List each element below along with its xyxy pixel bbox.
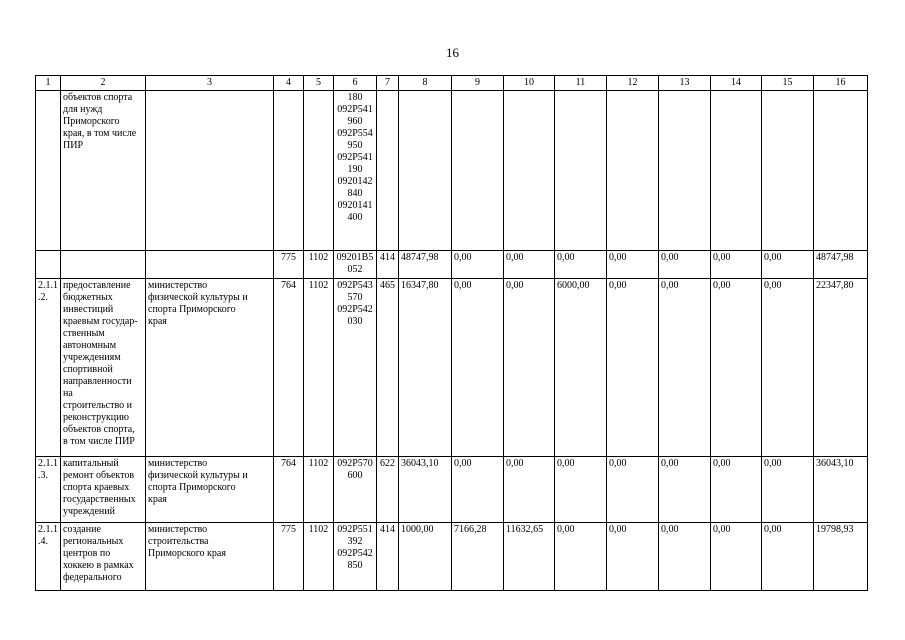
- amount-cell: [452, 91, 504, 251]
- expense-type-cell: 622: [377, 457, 399, 523]
- amount-cell: 0,00: [555, 251, 607, 279]
- section-code-cell: [304, 91, 334, 251]
- amount-cell: 0,00: [607, 251, 659, 279]
- total-cell: 36043,10: [814, 457, 868, 523]
- amount-cell: 0,00: [555, 523, 607, 591]
- amount-cell: 6000,00: [555, 279, 607, 457]
- amount-cell: 0,00: [452, 251, 504, 279]
- amount-cell: [659, 91, 711, 251]
- amount-cell: 0,00: [607, 523, 659, 591]
- header-cell: 11: [555, 76, 607, 91]
- target-code-cell: 09201В5 052: [334, 251, 377, 279]
- expense-type-cell: [377, 91, 399, 251]
- amount-cell: 0,00: [659, 279, 711, 457]
- header-cell: 12: [607, 76, 659, 91]
- amount-cell: 16347,80: [399, 279, 452, 457]
- target-code-cell: 180 092Р541 960 092Р554 950 092Р541 190 0920142 840 0920141 400: [334, 91, 377, 251]
- table-row: [36, 279, 868, 457]
- total-cell: 48747,98: [814, 251, 868, 279]
- header-cell: 14: [711, 76, 762, 91]
- amount-cell: 48747,98: [399, 251, 452, 279]
- amount-cell: [555, 91, 607, 251]
- grbs-cell: 775: [274, 251, 304, 279]
- amount-cell: 0,00: [762, 457, 814, 523]
- header-cell: 4: [274, 76, 304, 91]
- amount-cell: 0,00: [555, 457, 607, 523]
- executor-cell: [146, 91, 274, 251]
- header-cell: 13: [659, 76, 711, 91]
- section-code-cell: 1102: [304, 523, 334, 591]
- header-cell: 8: [399, 76, 452, 91]
- amount-cell: 0,00: [711, 279, 762, 457]
- row-number-cell: 2.1.1 .2.: [36, 279, 61, 457]
- amount-cell: 0,00: [711, 523, 762, 591]
- amount-cell: 0,00: [762, 523, 814, 591]
- amount-cell: 0,00: [607, 457, 659, 523]
- activity-name-cell: капитальный ремонт объектов спорта краевых государственных учреждений: [61, 457, 146, 523]
- header-cell: 15: [762, 76, 814, 91]
- amount-cell: 1000,00: [399, 523, 452, 591]
- amount-cell: [711, 91, 762, 251]
- row-number-cell: 2.1.1 .3.: [36, 457, 61, 523]
- total-cell: 22347,80: [814, 279, 868, 457]
- amount-cell: 0,00: [659, 251, 711, 279]
- amount-cell: 0,00: [504, 279, 555, 457]
- activity-name-cell: предоставление бюджетных инвестиций краевым государ- ственным автономным учреждениям спортивной направленности на строительство и реконструкцию объектов спорта, в том числе ПИР: [61, 279, 146, 457]
- header-cell: 3: [146, 76, 274, 91]
- grbs-cell: 764: [274, 457, 304, 523]
- page-number: 16: [446, 45, 459, 60]
- section-code-cell: 1102: [304, 251, 334, 279]
- amount-cell: 7166,28: [452, 523, 504, 591]
- target-code-cell: 092Р543 570 092Р542 030: [334, 279, 377, 457]
- activity-name-cell: [61, 251, 146, 279]
- header-cell: 6: [334, 76, 377, 91]
- amount-cell: 0,00: [504, 251, 555, 279]
- amount-cell: [399, 91, 452, 251]
- amount-cell: [607, 91, 659, 251]
- section-code-cell: 1102: [304, 279, 334, 457]
- amount-cell: 0,00: [659, 523, 711, 591]
- table-header-row: [36, 76, 868, 91]
- expense-type-cell: 414: [377, 523, 399, 591]
- amount-cell: 0,00: [762, 251, 814, 279]
- header-cell: 9: [452, 76, 504, 91]
- header-cell: 1: [36, 76, 61, 91]
- amount-cell: 0,00: [607, 279, 659, 457]
- amount-cell: 0,00: [762, 279, 814, 457]
- row-number-cell: [36, 91, 61, 251]
- header-cell: 16: [814, 76, 868, 91]
- total-cell: 19798,93: [814, 523, 868, 591]
- executor-cell: [146, 251, 274, 279]
- amount-cell: 11632,65: [504, 523, 555, 591]
- executor-cell: министерство физической культуры и спорта Приморского края: [146, 457, 274, 523]
- grbs-cell: 764: [274, 279, 304, 457]
- budget-table: [35, 75, 868, 591]
- header-cell: 5: [304, 76, 334, 91]
- table-row: [36, 91, 868, 251]
- table-row: [36, 251, 868, 279]
- amount-cell: 0,00: [452, 457, 504, 523]
- amount-cell: 0,00: [711, 251, 762, 279]
- amount-cell: [762, 91, 814, 251]
- activity-name-cell: объектов спорта для нужд Приморского края, в том числе ПИР: [61, 91, 146, 251]
- grbs-cell: 775: [274, 523, 304, 591]
- expense-type-cell: 414: [377, 251, 399, 279]
- executor-cell: министерство строительства Приморского края: [146, 523, 274, 591]
- amount-cell: [504, 91, 555, 251]
- table-row: [36, 457, 868, 523]
- executor-cell: министерство физической культуры и спорта Приморского края: [146, 279, 274, 457]
- amount-cell: 0,00: [452, 279, 504, 457]
- activity-name-cell: создание региональных центров по хоккею в рамках федерального: [61, 523, 146, 591]
- amount-cell: 0,00: [711, 457, 762, 523]
- row-number-cell: [36, 251, 61, 279]
- row-number-cell: 2.1.1 .4.: [36, 523, 61, 591]
- expense-type-cell: 465: [377, 279, 399, 457]
- table-row: [36, 523, 868, 591]
- grbs-cell: [274, 91, 304, 251]
- total-cell: [814, 91, 868, 251]
- header-cell: 7: [377, 76, 399, 91]
- section-code-cell: 1102: [304, 457, 334, 523]
- header-cell: 10: [504, 76, 555, 91]
- amount-cell: 0,00: [504, 457, 555, 523]
- target-code-cell: 092Р570 600: [334, 457, 377, 523]
- target-code-cell: 092Р551 392 092Р542 850: [334, 523, 377, 591]
- amount-cell: 0,00: [659, 457, 711, 523]
- amount-cell: 36043,10: [399, 457, 452, 523]
- header-cell: 2: [61, 76, 146, 91]
